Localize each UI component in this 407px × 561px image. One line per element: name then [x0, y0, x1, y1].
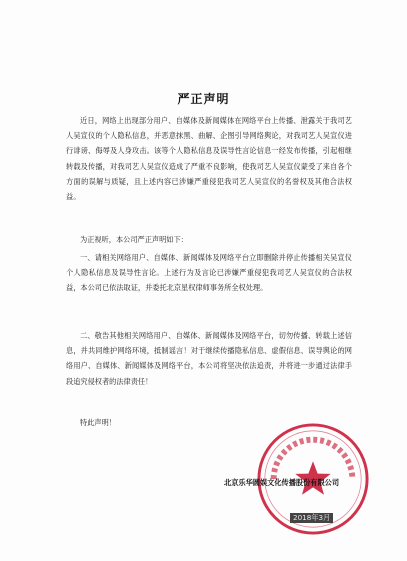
- paragraph-declaration: 为正视听，本公司严正声明如下：: [80, 235, 188, 244]
- paragraph-item-one: 一、请相关网络用户、自媒体、新闻媒体及网络平台立即删除并停止传播相关吴宣仪个人隐私信息及误导性言论。上述行为及言论已涉嫌严重侵犯我司艺人吴宣仪的合法权益，本公司已依法取证，并委托北京星权律师事务所全权处理。: [66, 253, 352, 293]
- paragraph-item-two: 二、敬告其他相关网络用户、自媒体、新闻媒体及网络平台，切勿传播、转载上述信息，并共同维护网络环境，抵制谣言！对于继续传播隐私信息、虚假信息、误导舆论的网络用户、自媒体、新闻媒体及网络平台，本公司将坚决依法追责，并将进一步通过法律手段追究侵权者的法律责任！: [66, 331, 352, 386]
- document-title: 严正声明: [177, 92, 230, 106]
- paragraph-intro: 近日，网络上出现部分用户、自媒体及新闻媒体在网络平台上传播、泄露关于我司艺人吴宣仪的个人隐私信息，并恶意抹黑、曲解、企图引导网络舆论，对我司艺人吴宣仪进行诽谤、侮辱及人身攻击。该等个人隐私信息及误导性言论信息一经发布传播，引起相继转载及传播，对我司艺人吴宣仪造成了严重不良影响，使我司艺人吴宣仪蒙受了来自各个方面的误解与质疑，且上述内容已涉嫌严重侵犯我司艺人吴宣仪的名誉权及其他合法权益。: [66, 116, 352, 202]
- closing-line: 特此声明！: [80, 418, 116, 427]
- company-name: 北京乐华圆娱文化传播股份有限公司: [224, 478, 340, 487]
- statement-date: 2018年3月: [290, 513, 333, 523]
